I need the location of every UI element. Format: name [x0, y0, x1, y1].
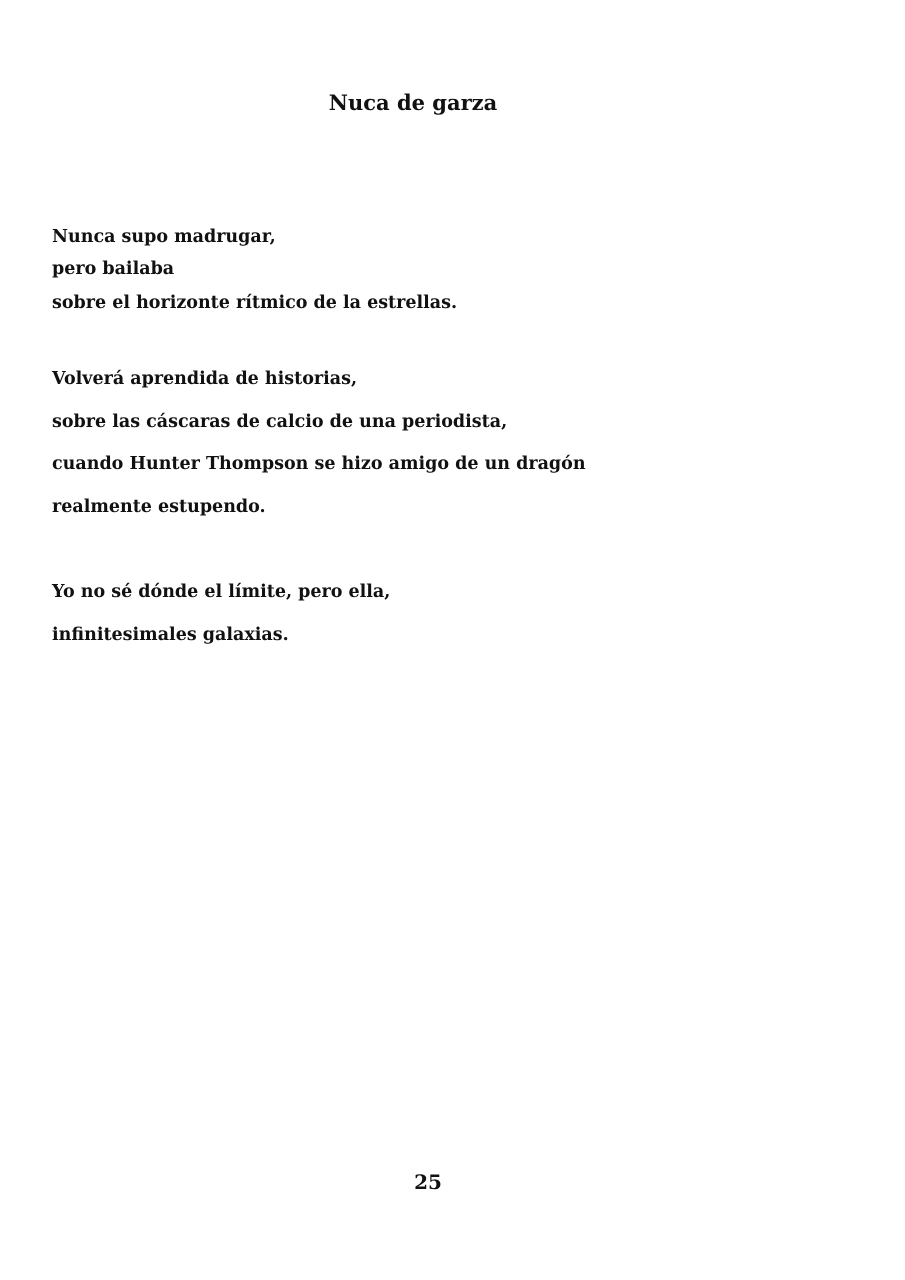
poem-line: pero bailaba — [52, 259, 175, 279]
poem-title: Nuca de garza — [328, 90, 498, 115]
poem-line: cuando Hunter Thompson se hizo amigo de un dragón — [52, 454, 586, 474]
poem-line: Yo no sé dónde el límite, pero ella, — [52, 582, 391, 602]
poem-line: realmente estupendo. — [52, 497, 266, 517]
poem-line: sobre las cáscaras de calcio de una periodista, — [52, 412, 508, 432]
poem-line: infinitesimales galaxias. — [52, 625, 289, 645]
poem-line: sobre el horizonte rítmico de la estrellas. — [52, 293, 458, 313]
poem-line: Volverá aprendida de historias, — [52, 369, 358, 389]
poem-line: Nunca supo madrugar, — [52, 227, 276, 247]
page-number: 25 — [414, 1170, 442, 1194]
